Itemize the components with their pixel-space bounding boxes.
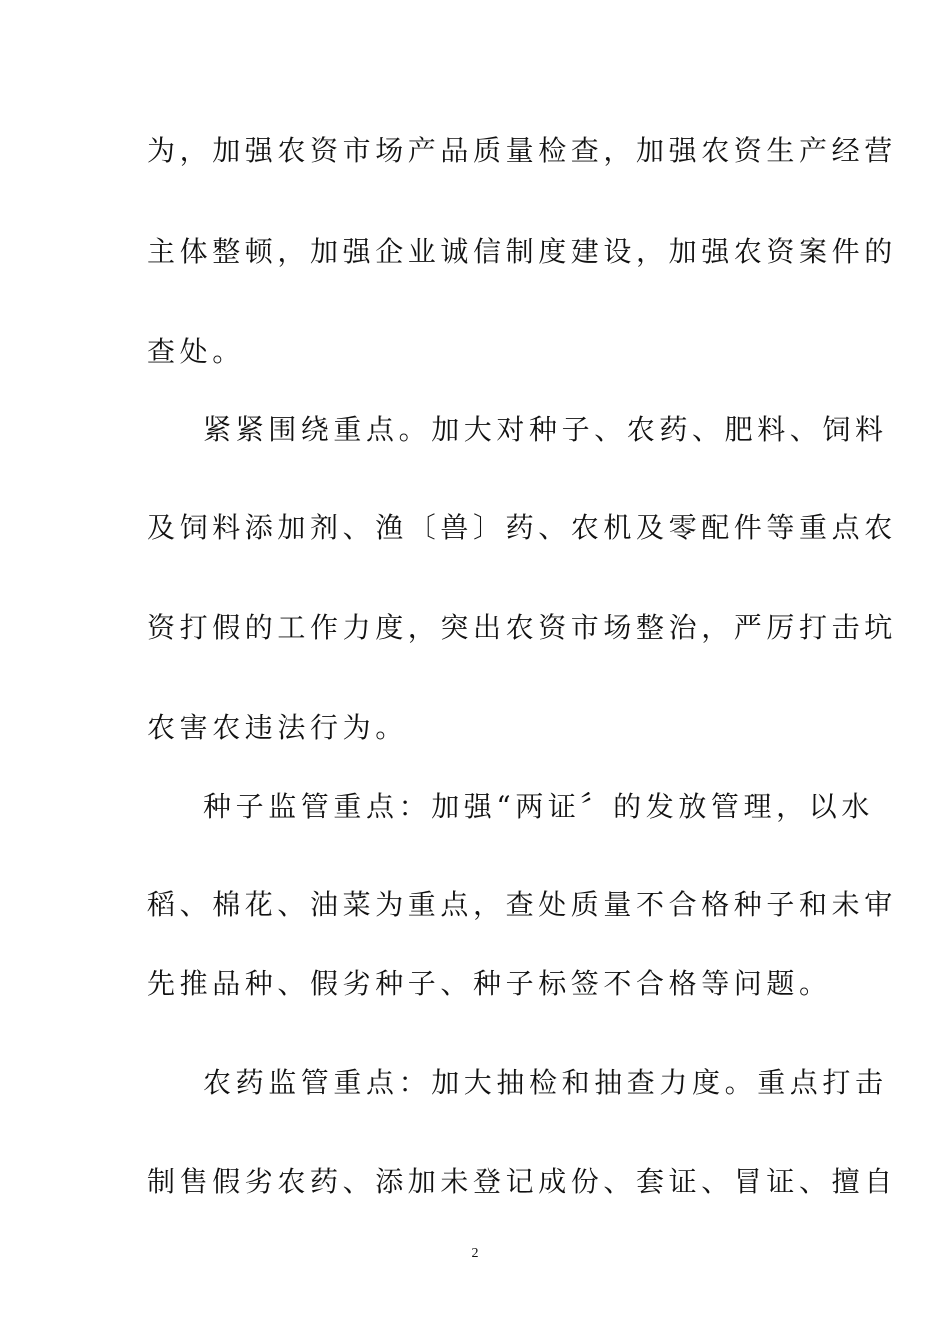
text-line-3: 查处。 [147,335,245,368]
text-line-7: 农害农违法行为。 [147,711,408,744]
text-line-1: 为，加强农资市场产品质量检查，加强农资生产经营 [147,134,897,167]
text-line-9: 稻、棉花、油菜为重点，查处质量不合格种子和未审 [147,888,897,921]
paragraph-start-line-8: 种子监管重点：加强“两证〞的发放管理，以水 [203,790,874,823]
text-line-2: 主体整顿，加强企业诚信制度建设，加强农资案件的 [147,235,897,268]
text-line-10: 先推品种、假劣种子、种子标签不合格等问题。 [147,967,832,1000]
text-line-5: 及饲料添加剂、渔〔兽〕药、农机及零配件等重点农 [147,511,897,544]
paragraph-start-line-11: 农药监管重点：加大抽检和抽查力度。重点打击 [203,1066,888,1099]
text-line-6: 资打假的工作力度，突出农资市场整治，严厉打击坑 [147,611,897,644]
text-line-12: 制售假劣农药、添加未登记成份、套证、冒证、擅自 [147,1165,897,1198]
paragraph-start-line-4: 紧紧围绕重点。加大对种子、农药、肥料、饲料 [203,413,888,446]
page-number: 2 [471,1246,479,1261]
